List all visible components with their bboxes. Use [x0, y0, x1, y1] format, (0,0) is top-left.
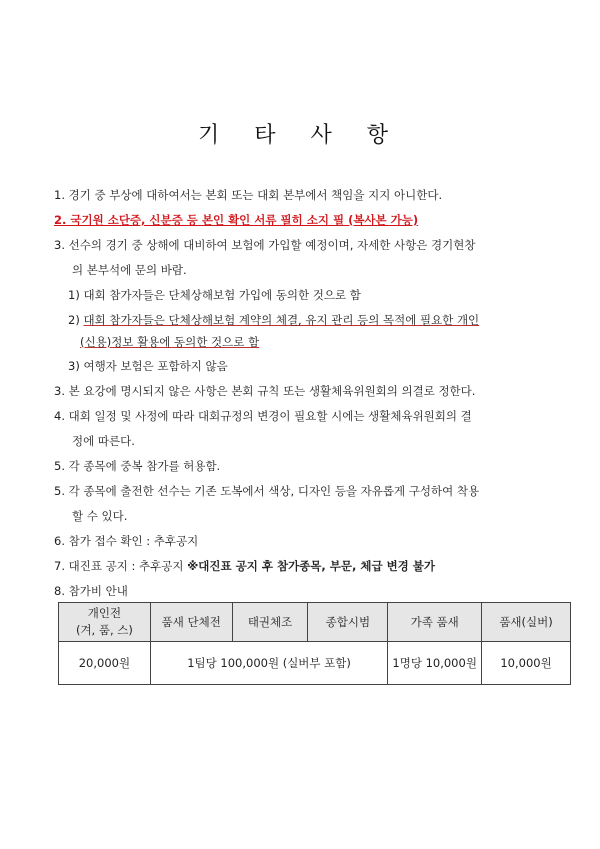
header-poomsae-team: 품새 단체전: [150, 603, 232, 642]
item-3-sub-1: 1) 대회 참가자들은 단체상해보험 가입에 동의한 것으로 함: [68, 288, 361, 302]
item-3x: 3. 본 요강에 명시되지 않은 사항은 본회 규칙 또는 생활체육위원회의 의결로 정한다.: [54, 384, 476, 398]
fee-table: [58, 602, 571, 685]
item-3-line-1: 3. 선수의 경기 중 상해에 대비하여 보험에 가입할 예정이며, 자세한 사항은 경기현창: [54, 238, 476, 252]
item-7: [54, 558, 435, 574]
item-5x-line-2: 할 수 있다.: [72, 509, 128, 523]
header-combined-demo: 종합시범: [308, 603, 388, 642]
header-taekwon-gymnastics: 태권체조: [232, 603, 308, 642]
item-3-sub-3: 3) 여행자 보험은 포함하지 않음: [68, 359, 228, 373]
item-5x-line-1: 5. 각 종목에 출전한 선수는 기존 도복에서 색상, 디자인 등을 자유롭게 구성하여 착용: [54, 484, 480, 498]
item-3-sub-2-prefix: 2): [68, 313, 84, 327]
cell-family-fee: 1명당 10,000원: [388, 642, 482, 685]
page-title: 기 타 사 항: [198, 123, 402, 148]
item-4-line-1: 4. 대회 일정 및 사정에 따라 대회규정의 변경이 필요할 시에는 생활체육위원회의 결: [54, 409, 472, 423]
header-individual: 개인전 (겨, 품, 스): [59, 603, 151, 642]
fee-table-header-row: [59, 603, 571, 642]
item-3-line-2: 의 본부석에 문의 바람.: [72, 263, 187, 277]
item-1: 1. 경기 중 부상에 대하여서는 본회 또는 대회 본부에서 책임을 지지 아니한다.: [54, 188, 443, 202]
item-5: 5. 각 종목에 중복 참가를 허용함.: [54, 459, 221, 473]
cell-team-fee: 1팀당 100,000원 (실버부 포함): [150, 642, 387, 685]
cell-silver-fee: 10,000원: [482, 642, 571, 685]
item-7-notice: ※대진표 공지 후 참가종목, 부문, 체급 변경 불가: [187, 559, 436, 573]
item-2: 2. 국기원 소단증, 신분증 등 본인 확인 서류 필히 소지 필 (복사본 가능): [54, 213, 419, 227]
header-poomsae-silver: 품새(실버): [482, 603, 571, 642]
item-7-prefix: 7. 대진표 공지 : 추후공지: [54, 559, 188, 573]
item-8: 8. 참가비 안내: [54, 584, 128, 598]
cell-individual-fee: 20,000원: [59, 642, 151, 685]
header-family-poomsae: 가족 품새: [388, 603, 482, 642]
item-3-sub-2-text: 대회 참가자들은 단체상해보험 계약의 체결, 유지 관리 등의 목적에 필요한 개인: [83, 313, 480, 327]
item-4-line-2: 정에 따른다.: [72, 434, 135, 448]
item-3-sub-2-line-1: [68, 312, 479, 328]
item-3-sub-2-line-2: (신용)정보 활용에 동의한 것으로 함: [80, 335, 260, 349]
fee-table-row: [59, 642, 571, 685]
item-6: 6. 참가 접수 확인 : 추후공지: [54, 534, 199, 548]
